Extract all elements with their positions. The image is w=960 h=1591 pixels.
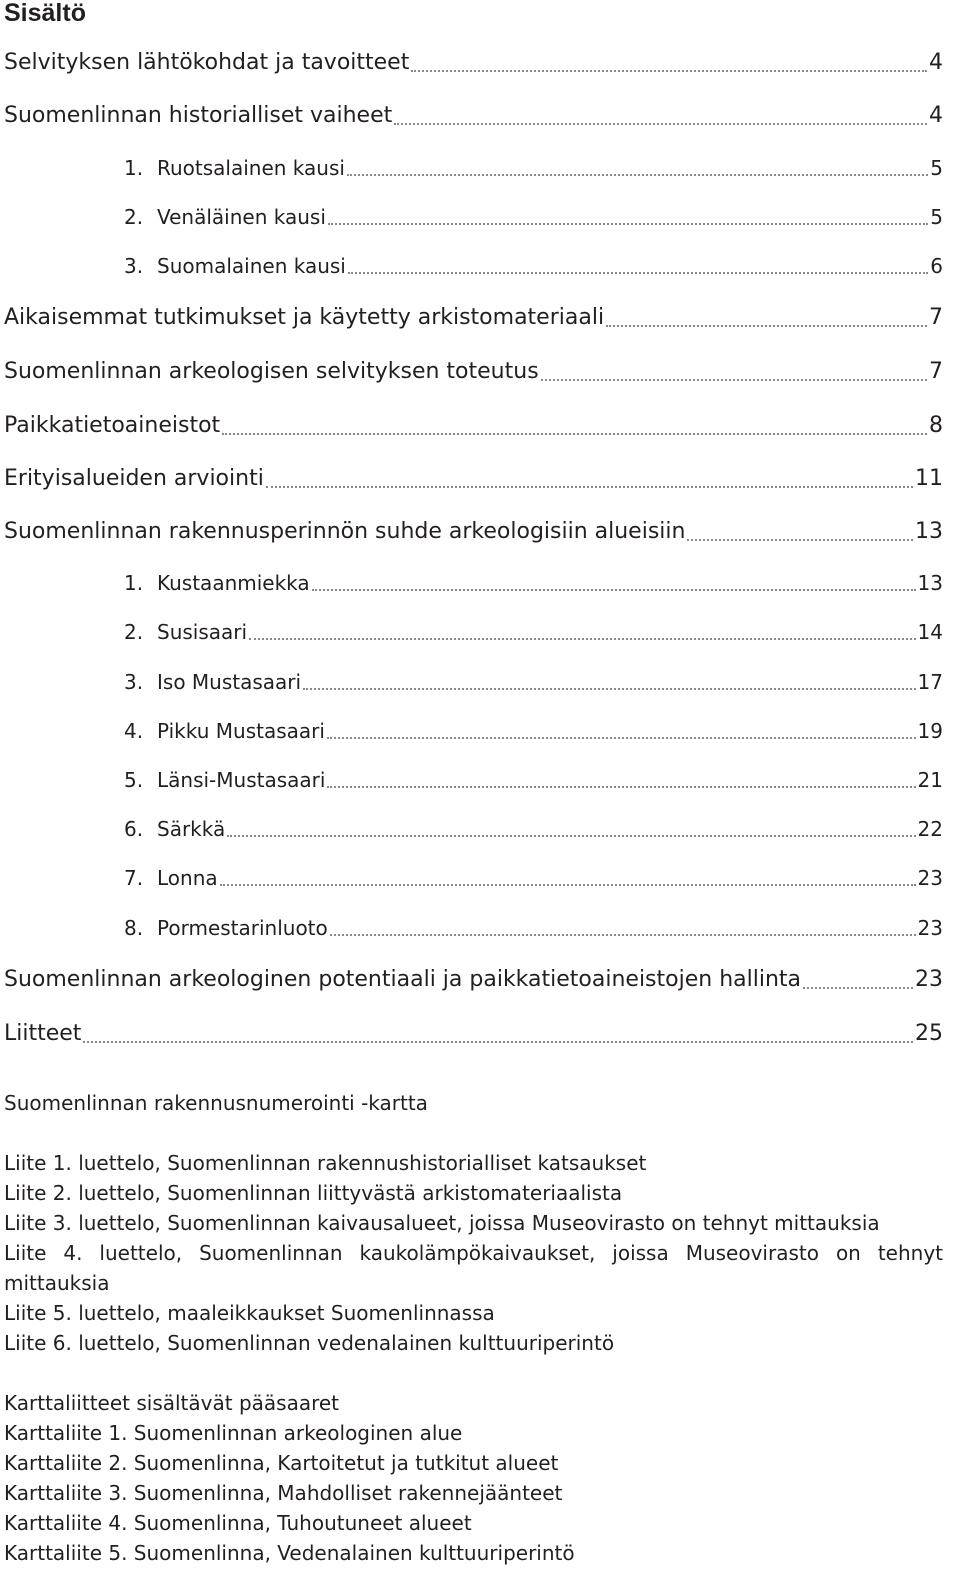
toc-subentry (124, 910, 943, 940)
toc-sub-number: 7. (124, 866, 144, 890)
toc-subentry (124, 811, 943, 841)
toc-subentry (124, 565, 943, 595)
toc-entry (4, 963, 943, 993)
toc-subentry (124, 614, 943, 644)
toc-page-number: 25 (915, 1021, 943, 1046)
dot-leader (312, 589, 916, 591)
map-appendix-line: Karttaliite 5. Suomenlinna, Vedenalainen kulttuuriperintö (4, 1541, 575, 1565)
toc-page-number: 8 (929, 413, 943, 438)
map-appendix-line: Karttaliite 4. Suomenlinna, Tuhoutuneet alueet (4, 1511, 472, 1535)
appendix-line: Liite 6. luettelo, Suomenlinnan vedenalainen kulttuuriperintö (4, 1331, 615, 1355)
page-title: Sisältö (4, 0, 86, 27)
toc-entry (4, 409, 943, 439)
dot-leader (347, 174, 928, 176)
toc-page-number: 13 (915, 519, 943, 544)
dot-leader (348, 272, 928, 274)
toc-sub-number: 8. (124, 916, 144, 940)
map-appendix-line: Karttaliite 2. Suomenlinna, Kartoitetut ja tutkitut alueet (4, 1451, 559, 1475)
dot-leader (394, 123, 927, 125)
dot-leader (411, 70, 927, 72)
toc-subentry (124, 762, 943, 792)
dot-leader (541, 379, 927, 381)
toc-page-number: 17 (917, 670, 943, 694)
map-note: Suomenlinnan rakennusnumerointi -kartta (4, 1091, 428, 1115)
toc-page-number: 6 (930, 254, 943, 278)
dot-leader (327, 786, 915, 788)
toc-label: Kustaanmiekka (157, 571, 310, 595)
toc-page-number: 5 (930, 156, 943, 180)
appendix-line: Liite 2. luettelo, Suomenlinnan liittyvästä arkistomateriaalista (4, 1181, 623, 1205)
toc-page-number: 21 (917, 768, 943, 792)
toc-label: Susisaari (157, 620, 248, 644)
toc-page-number: 23 (917, 916, 943, 940)
toc-page-number: 23 (915, 967, 943, 992)
dot-leader (249, 638, 915, 640)
dot-leader (222, 433, 927, 435)
dot-leader (327, 737, 916, 739)
toc-subentry (124, 199, 943, 229)
dot-leader (803, 987, 913, 989)
toc-page-number: 22 (917, 817, 943, 841)
toc-sub-number: 3. (124, 254, 144, 278)
toc-entry (4, 99, 943, 129)
toc-sub-number: 1. (124, 571, 144, 595)
toc-page-number: 5 (930, 205, 943, 229)
dot-leader (330, 934, 916, 936)
toc-page-number: 4 (929, 50, 943, 75)
toc-page-number: 14 (917, 620, 943, 644)
toc-entry (4, 462, 943, 492)
toc-entry (4, 46, 943, 76)
toc-entry (4, 301, 943, 331)
toc-label: Suomenlinnan historialliset vaiheet (4, 103, 393, 128)
toc-label: Venäläinen kausi (157, 205, 326, 229)
toc-entry (4, 355, 943, 385)
dot-leader (83, 1041, 913, 1043)
toc-sub-number: 2. (124, 205, 144, 229)
toc-label: Suomenlinnan arkeologinen potentiaali ja paikkatietoaineistojen hallinta (4, 967, 802, 992)
map-appendices-heading: Karttaliitteet sisältävät pääsaaret (4, 1391, 340, 1415)
toc-subentry (124, 248, 943, 278)
toc-page-number: 11 (915, 466, 943, 491)
toc-label: Pormestarinluoto (157, 916, 328, 940)
toc-label: Suomalainen kausi (157, 254, 346, 278)
toc-page-number: 19 (917, 719, 943, 743)
toc-label: Suomenlinnan arkeologisen selvityksen toteutus (4, 359, 539, 384)
toc-page-number: 23 (917, 866, 943, 890)
toc-subentry (124, 860, 943, 890)
dot-leader (328, 223, 928, 225)
toc-label: Aikaisemmat tutkimukset ja käytetty arkistomateriaali (4, 305, 605, 330)
toc-label: Lonna (157, 866, 218, 890)
appendix-line: Liite 4. luettelo, Suomenlinnan kaukolämpökaivaukset, joissa Museovirasto on tehnyt mittauksia (4, 1241, 943, 1295)
toc-sub-number: 4. (124, 719, 144, 743)
appendix-line: Liite 5. luettelo, maaleikkaukset Suomenlinnassa (4, 1301, 495, 1325)
toc-label: Iso Mustasaari (157, 670, 302, 694)
appendix-line: Liite 1. luettelo, Suomenlinnan rakennushistorialliset katsaukset (4, 1151, 647, 1175)
toc-page-number: 7 (929, 359, 943, 384)
toc-page-number: 13 (917, 571, 943, 595)
toc-sub-number: 6. (124, 817, 144, 841)
toc-label: Erityisalueiden arviointi (4, 466, 264, 491)
toc-sub-number: 3. (124, 670, 144, 694)
map-appendix-line: Karttaliite 1. Suomenlinnan arkeologinen alue (4, 1421, 463, 1445)
dot-leader (606, 325, 927, 327)
map-appendix-line: Karttaliite 3. Suomenlinna, Mahdolliset rakennejäänteet (4, 1481, 563, 1505)
dot-leader (303, 688, 915, 690)
toc-page-number: 4 (929, 103, 943, 128)
dot-leader (220, 884, 916, 886)
toc-label: Ruotsalainen kausi (157, 156, 345, 180)
toc-subentry (124, 150, 943, 180)
appendix-line: Liite 3. luettelo, Suomenlinnan kaivausalueet, joissa Museovirasto on tehnyt mittauksia (4, 1211, 880, 1235)
toc-label: Paikkatietoaineistot (4, 413, 221, 438)
toc-label: Särkkä (157, 817, 226, 841)
toc-sub-number: 2. (124, 620, 144, 644)
toc-label: Liitteet (4, 1021, 82, 1046)
toc-label: Länsi-Mustasaari (157, 768, 326, 792)
dot-leader (227, 835, 915, 837)
toc-label: Suomenlinnan rakennusperinnön suhde arkeologisiin alueisiin (4, 519, 686, 544)
toc-subentry (124, 713, 943, 743)
toc-subentry (124, 664, 943, 694)
dot-leader (687, 539, 913, 541)
dot-leader (266, 486, 913, 488)
toc-label: Selvityksen lähtökohdat ja tavoitteet (4, 50, 410, 75)
toc-page-number: 7 (929, 305, 943, 330)
toc-entry (4, 515, 943, 545)
toc-entry (4, 1017, 943, 1047)
toc-label: Pikku Mustasaari (157, 719, 325, 743)
toc-sub-number: 5. (124, 768, 144, 792)
toc-sub-number: 1. (124, 156, 144, 180)
